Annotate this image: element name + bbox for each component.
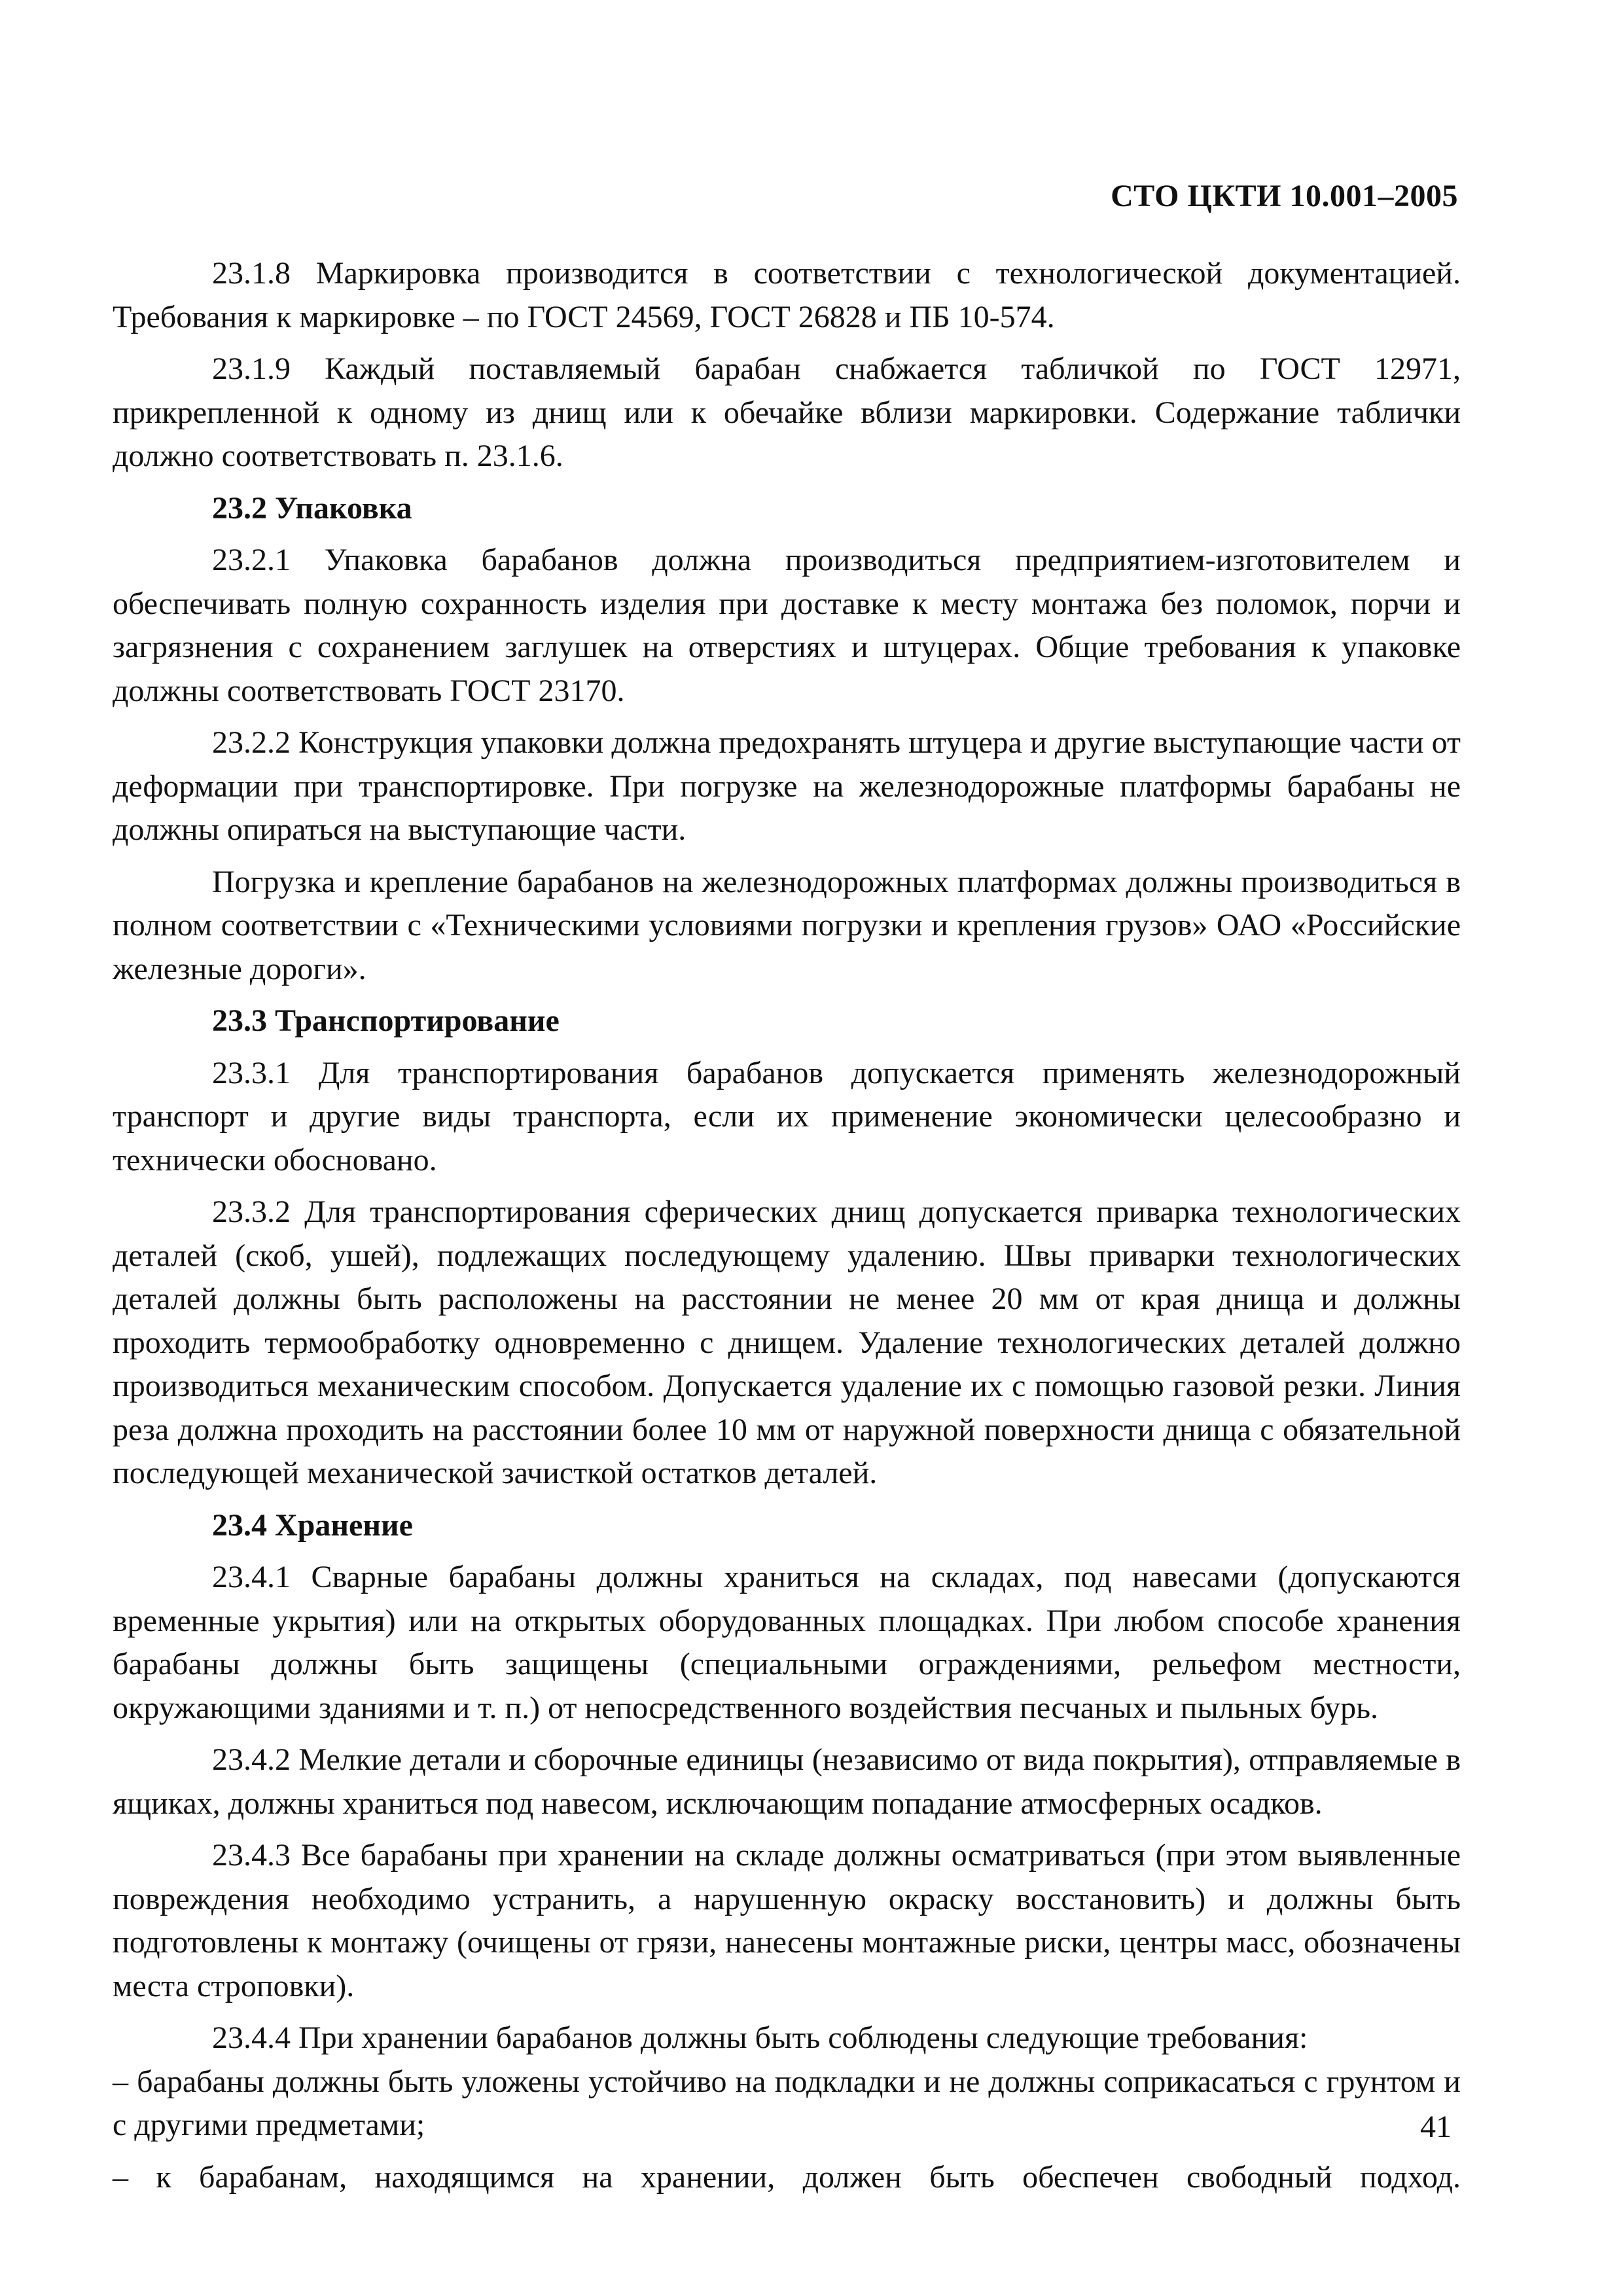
paragraph-23-1-9: 23.1.9 Каждый поставляемый барабан снабжается табличкой по ГОСТ 12971, прикрепленной к одному из днищ или к обечайке вблизи маркировки. Содержание таблички должно соответствовать п. 23.1.6. (113, 351, 1461, 473)
paragraph-23-2-1: 23.2.1 Упаковка барабанов должна производиться предприятием-изготовителем и обеспечивать полную сохранность изделия при доставке к месту монтажа без поломок, порчи и загрязнения с сохранением заглушек на отверстиях и штуцерах. Общие требования к упаковке должны соответствовать ГОСТ 23170. (113, 543, 1461, 708)
section-heading-packaging: 23.2 Упаковка (212, 490, 412, 526)
paragraph-23-1-8: 23.1.8 Маркировка производится в соответствии с технологической документацией. Требования к маркировке – по ГОСТ 24569, ГОСТ 26828 и ПБ 10-574. (113, 256, 1461, 334)
paragraph-23-3-1: 23.3.1 Для транспортирования барабанов допускается применять железнодорожный транспорт и другие виды транспорта, если их применение экономически целесообразно и технически обосновано. (113, 1055, 1461, 1177)
list-item: – барабаны должны быть уложены устойчиво на подкладки и не должны соприкасаться с грунтом и с другими предметами; (113, 2064, 1461, 2142)
paragraph-23-4-4: 23.4.4 При хранении барабанов должны быть соблюдены следующие требования: (212, 2020, 1308, 2055)
page-number: 41 (1420, 2109, 1452, 2144)
paragraph-23-2-2: 23.2.2 Конструкция упаковки должна предохранять штуцера и другие выступающие части от деформации при транспортировке. При погрузке на железнодорожные платформы барабаны не должны опираться на выступающие части. (113, 725, 1461, 847)
paragraph-23-4-1: 23.4.1 Сварные барабаны должны храниться на складах, под навесами (допускаются временные укрытия) или на открытых оборудованных площадках. При любом способе хранения барабаны должны быть защищены (специальными ограждениями, рельефом местности, окружающими зданиями и т. п.) от непосредственного воздействия песчаных и пыльных бурь. (113, 1560, 1461, 1725)
section-heading-transportation: 23.3 Транспортирование (212, 1003, 560, 1038)
paragraph-loading-railway: Погрузка и крепление барабанов на железнодорожных платформах должны производиться в полном соответствии с «Техническими условиями погрузки и крепления грузов» ОАО «Российские железные дороги». (113, 864, 1461, 986)
section-heading-storage: 23.4 Хранение (212, 1507, 413, 1543)
page-body (113, 252, 1461, 2208)
paragraph-23-3-2: 23.3.2 Для транспортирования сферических днищ допускается приварка технологических деталей (скоб, ушей), подлежащих последующему удалению. Швы приварки технологических деталей должны быть расположены на расстоянии не менее 20 мм от края днища и должны проходить термообработку одновременно с днищем. Удаление технологических деталей должно производиться механическим способом. Допускается удаление их с помощью газовой резки. Линия реза должна проходить на расстоянии более 10 мм от наружной поверхности днища с обязательной последующей механической зачисткой остатков деталей. (113, 1194, 1461, 1490)
paragraph-23-4-2: 23.4.2 Мелкие детали и сборочные единицы (независимо от вида покрытия), отправляемые в ящиках, должны храниться под навесом, исключающим попадание атмосферных осадков. (113, 1742, 1461, 1821)
paragraph-23-4-3: 23.4.3 Все барабаны при хранении на складе должны осматриваться (при этом выявленные повреждения необходимо устранить, а нарушенную окраску восстановить) и должны быть подготовлены к монтажу (очищены от грязи, нанесены монтажные риски, центры масс, обозначены места строповки). (113, 1838, 1461, 2003)
list-item: – к барабанам, находящимся на хранении, должен быть обеспечен свободный подход. (113, 2159, 1461, 2195)
document-code-header: СТО ЦКТИ 10.001–2005 (1111, 179, 1458, 213)
